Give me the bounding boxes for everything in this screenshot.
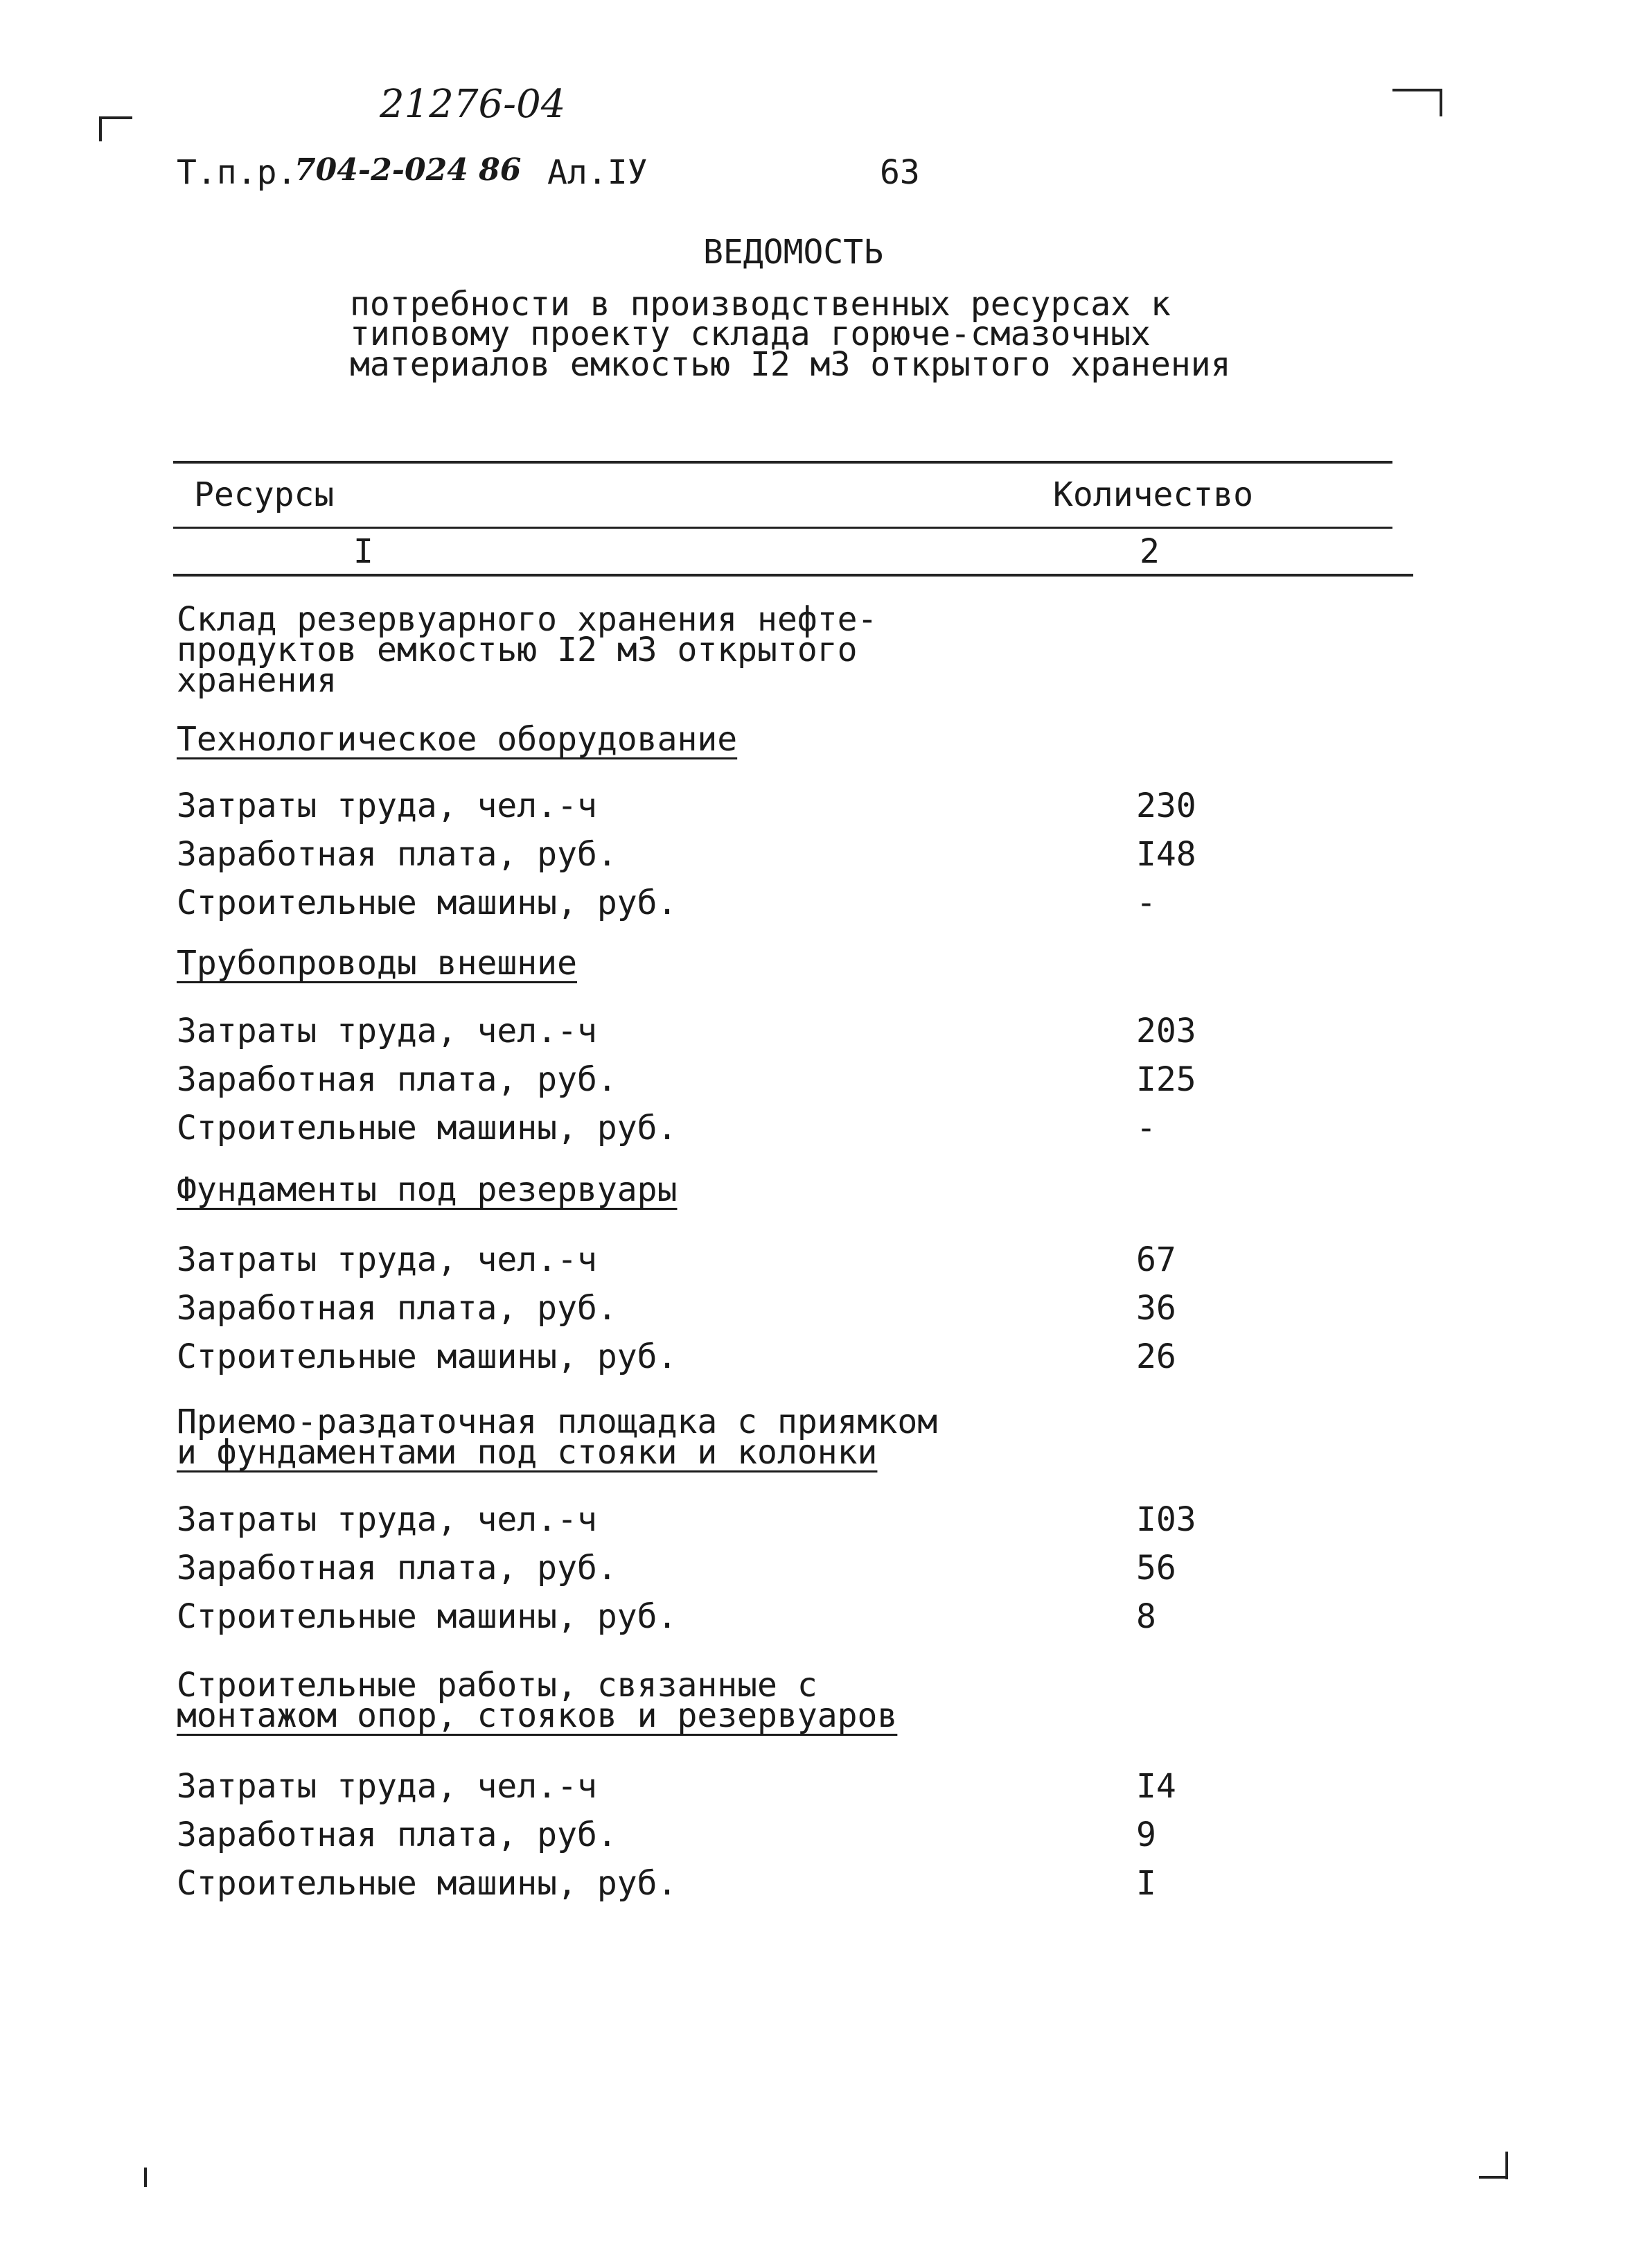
table-row	[177, 1240, 1216, 1282]
section-title: Технологическое оборудование	[177, 720, 738, 759]
intro-line-3: хранения	[177, 661, 337, 700]
corner-mark-top-right-vertical	[1440, 89, 1442, 116]
table-numbers-rule	[173, 574, 1413, 577]
row-value: 9	[1136, 1816, 1156, 1854]
row-label: Заработная плата, руб.	[177, 1060, 617, 1099]
row-value: 203	[1136, 1012, 1196, 1051]
row-value: I	[1136, 1864, 1156, 1903]
section-title: Строительные работы, связанные с монтажом опор, стояков и резервуаров	[177, 1666, 898, 1735]
row-label: Заработная плата, руб.	[177, 1816, 617, 1854]
table-row	[177, 1060, 1216, 1102]
row-value: -	[1136, 1109, 1156, 1148]
corner-mark-bottom-right-vertical	[1505, 2152, 1508, 2179]
row-value: 36	[1136, 1289, 1176, 1328]
intro-line-2: продуктов емкостью I2 м3 открытого	[177, 631, 858, 669]
column-number-2: 2	[1140, 532, 1160, 571]
table-row	[177, 1597, 1216, 1639]
row-label: Строительные машины, руб.	[177, 1337, 678, 1376]
table-row	[177, 1012, 1216, 1053]
table-row	[177, 1767, 1216, 1809]
row-value: I48	[1136, 835, 1196, 874]
handwritten-doc-number: 21276-04	[380, 82, 566, 127]
column-header-quantity: Количество	[1053, 475, 1253, 514]
table-row	[177, 1337, 1216, 1379]
section-title: Трубопроводы внешние	[177, 944, 577, 983]
column-header-resources: Ресурсы	[194, 475, 335, 514]
row-value: -	[1136, 884, 1156, 922]
table-header-rule	[173, 527, 1392, 529]
table-row	[177, 1500, 1216, 1542]
row-label: Заработная плата, руб.	[177, 1549, 617, 1588]
section-title: Приемо-раздаточная площадка с приямком и фундаментами под стояки и колонки	[177, 1403, 938, 1472]
title-subline-1: потребности в производственных ресурсах к	[350, 285, 1171, 324]
row-value: I03	[1136, 1500, 1196, 1539]
table-row	[177, 1289, 1216, 1330]
corner-mark-bottom-right	[1479, 2176, 1508, 2179]
row-label: Строительные машины, руб.	[177, 884, 678, 922]
row-value: 67	[1136, 1240, 1176, 1279]
corner-mark-top-left	[99, 116, 132, 119]
page-number: 63	[880, 153, 920, 192]
column-number-1: I	[353, 532, 373, 571]
table-top-rule	[173, 461, 1392, 464]
row-value: 26	[1136, 1337, 1176, 1376]
intro-line-1: Склад резервуарного хранения нефте-	[177, 600, 878, 639]
table-row	[177, 1109, 1216, 1150]
title-subline-2: типовому проекту склада горюче-смазочных	[350, 315, 1151, 353]
row-label: Строительные машины, руб.	[177, 1597, 678, 1636]
table-row	[177, 1816, 1216, 1857]
row-label: Затраты труда, чел.-ч	[177, 1240, 597, 1279]
title-subline-3: материалов емкостью I2 м3 открытого хранения	[350, 345, 1231, 384]
table-row	[177, 1549, 1216, 1590]
corner-mark-top-left-vertical	[99, 116, 102, 141]
row-label: Затраты труда, чел.-ч	[177, 786, 597, 825]
sheet-label: Ал.IУ	[547, 153, 648, 192]
doc-ref-prefix: Т.п.р.	[177, 153, 297, 192]
table-row	[177, 884, 1216, 925]
row-label: Затраты труда, чел.-ч	[177, 1500, 597, 1539]
row-label: Строительные машины, руб.	[177, 1109, 678, 1148]
corner-mark-bottom-left	[144, 2168, 147, 2187]
row-value: I25	[1136, 1060, 1196, 1099]
row-label: Заработная плата, руб.	[177, 835, 617, 874]
row-value: I4	[1136, 1767, 1176, 1806]
document-title: ВЕДОМОСТЬ	[703, 233, 884, 272]
corner-mark-top-right	[1392, 89, 1442, 91]
table-row	[177, 786, 1216, 828]
row-value: 56	[1136, 1549, 1176, 1588]
row-label: Затраты труда, чел.-ч	[177, 1012, 597, 1051]
table-row	[177, 835, 1216, 877]
row-label: Заработная плата, руб.	[177, 1289, 617, 1328]
doc-ref-handwritten: 704-2-024 86	[294, 152, 522, 188]
row-value: 230	[1136, 786, 1196, 825]
section-title: Фундаменты под резервуары	[177, 1170, 678, 1209]
row-value: 8	[1136, 1597, 1156, 1636]
row-label: Затраты труда, чел.-ч	[177, 1767, 597, 1806]
row-label: Строительные машины, руб.	[177, 1864, 678, 1903]
table-row	[177, 1864, 1216, 1906]
